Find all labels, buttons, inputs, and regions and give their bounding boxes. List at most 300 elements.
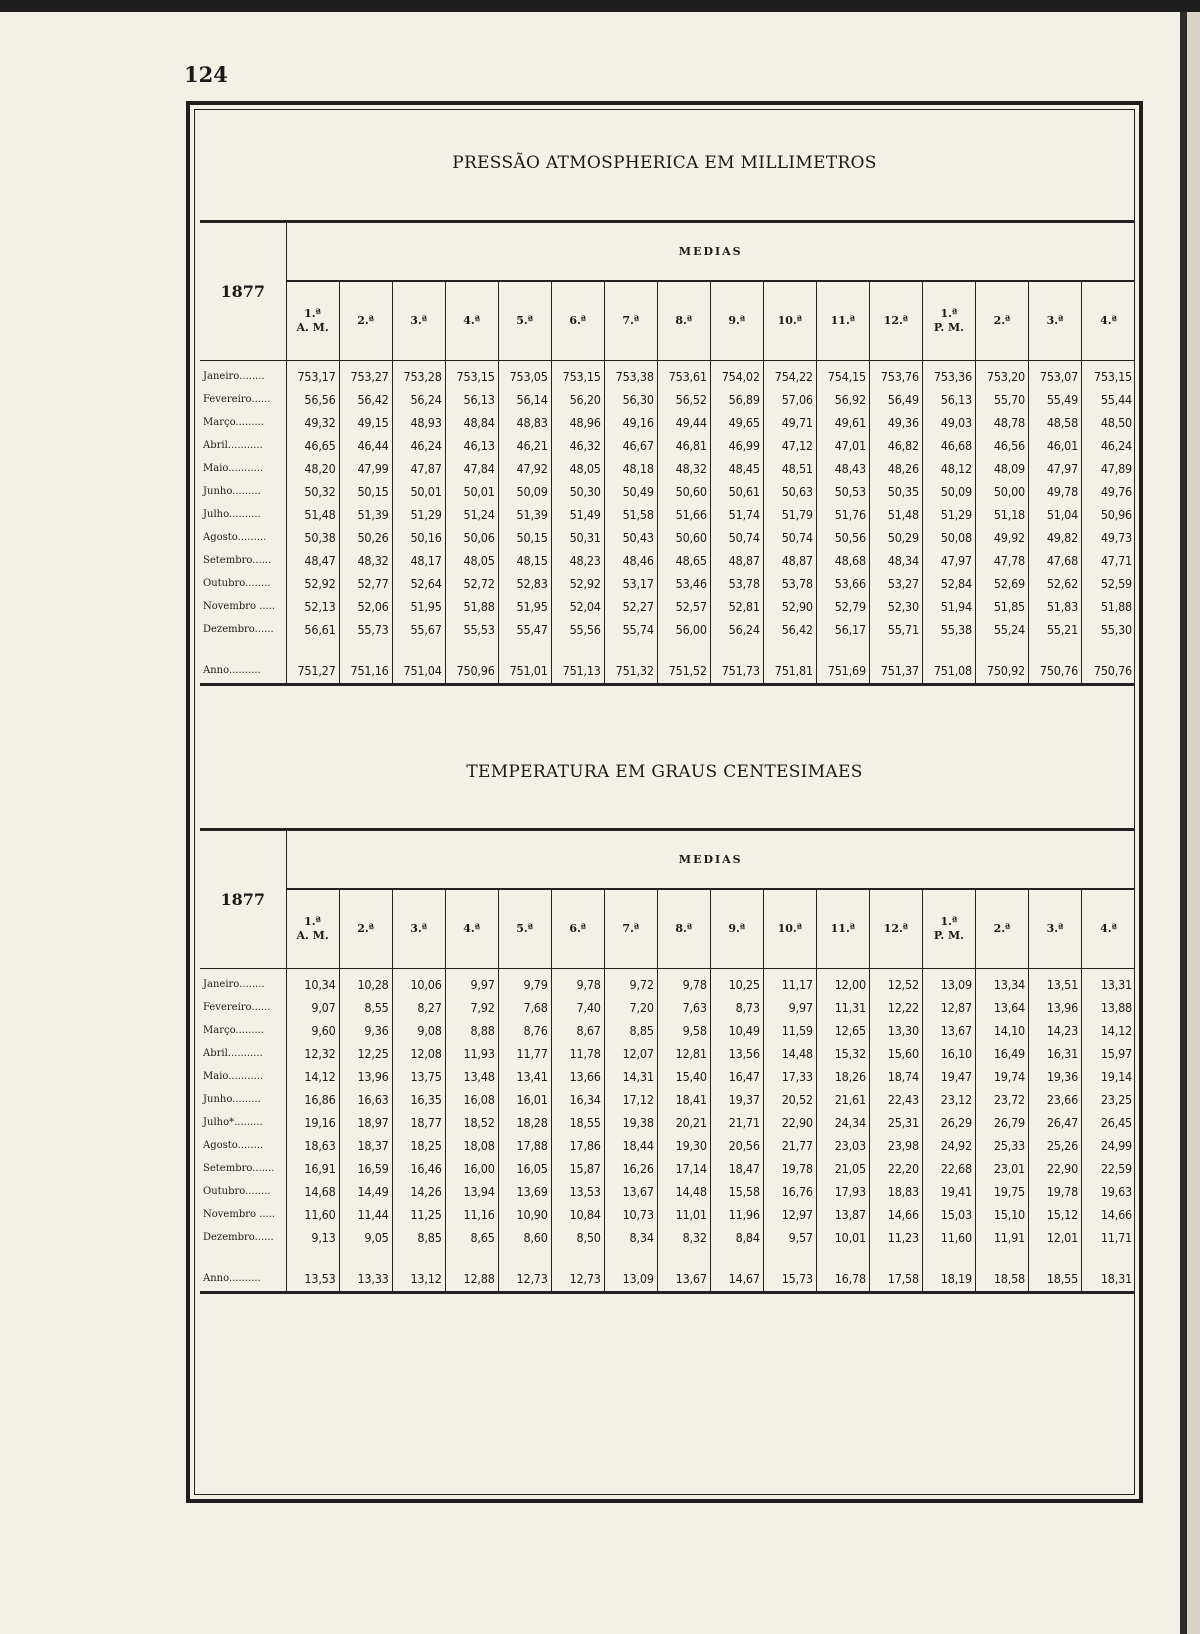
table-cell: 11,78 xyxy=(551,1042,604,1065)
table-cell: 753,61 xyxy=(657,361,710,389)
table-cell: 55,30 xyxy=(1082,618,1135,641)
spacer-cell xyxy=(498,1249,551,1265)
hour-ordinal: 3.ª xyxy=(410,922,428,935)
pressure-title: PRESSÃO ATMOSPHERICA EM MILLIMETROS xyxy=(452,153,877,173)
table-cell: 52,04 xyxy=(551,595,604,618)
table-cell: 17,93 xyxy=(816,1180,869,1203)
table-cell: 21,61 xyxy=(816,1088,869,1111)
table-cell: 56,14 xyxy=(498,388,551,411)
hour-header xyxy=(498,281,551,361)
spacer-row xyxy=(200,641,1135,657)
hour-ordinal: 1.ª xyxy=(304,307,321,320)
next-page-edge xyxy=(1187,12,1200,1634)
table-cell: 15,97 xyxy=(1082,1042,1135,1065)
table-cell: 46,24 xyxy=(392,434,445,457)
table-cell: 50,60 xyxy=(657,526,710,549)
hour-header xyxy=(869,889,922,969)
table-cell: 25,26 xyxy=(1029,1134,1082,1157)
table-cell: 46,67 xyxy=(604,434,657,457)
table-cell: 52,72 xyxy=(445,572,498,595)
table-cell: 52,90 xyxy=(763,595,816,618)
anno-cell: 17,58 xyxy=(869,1265,922,1293)
table-cell: 12,22 xyxy=(869,996,922,1019)
spacer-cell xyxy=(604,641,657,657)
table-cell: 48,09 xyxy=(975,457,1028,480)
hour-header xyxy=(975,281,1028,361)
hour-ordinal: 7.ª xyxy=(622,922,640,935)
page-number: 124 xyxy=(184,62,228,87)
table-cell: 50,43 xyxy=(604,526,657,549)
table-cell: 9,97 xyxy=(763,996,816,1019)
table-cell: 11,17 xyxy=(763,969,816,997)
table-cell: 19,36 xyxy=(1029,1065,1082,1088)
table-cell: 753,20 xyxy=(975,361,1028,389)
table-cell: 10,28 xyxy=(339,969,392,997)
spacer-cell xyxy=(392,641,445,657)
table-cell: 14,68 xyxy=(286,1180,339,1203)
hour-header xyxy=(392,281,445,361)
temperature-table xyxy=(200,828,1135,1294)
table-cell: 16,47 xyxy=(710,1065,763,1088)
anno-label: Anno.......... xyxy=(200,657,286,685)
hour-header xyxy=(1029,281,1082,361)
table-cell: 48,87 xyxy=(763,549,816,572)
hour-header xyxy=(339,889,392,969)
table-cell: 52,30 xyxy=(869,595,922,618)
table-cell: 13,41 xyxy=(498,1065,551,1088)
table-cell: 47,87 xyxy=(392,457,445,480)
month-label: Março......... xyxy=(203,1025,265,1036)
table-cell: 47,92 xyxy=(498,457,551,480)
table-cell: 18,37 xyxy=(339,1134,392,1157)
table-cell: 48,05 xyxy=(551,457,604,480)
anno-cell: 750,96 xyxy=(445,657,498,685)
hour-header xyxy=(763,281,816,361)
table-cell: 12,52 xyxy=(869,969,922,997)
table-cell: 9,79 xyxy=(498,969,551,997)
month-label: Setembro...... xyxy=(203,555,272,566)
table-cell: 50,53 xyxy=(816,480,869,503)
table-cell: 24,34 xyxy=(816,1111,869,1134)
hour-header xyxy=(604,889,657,969)
table-cell: 51,95 xyxy=(498,595,551,618)
spacer-cell xyxy=(339,641,392,657)
table-cell: 55,73 xyxy=(339,618,392,641)
table-cell: 14,10 xyxy=(975,1019,1028,1042)
table-cell: 56,92 xyxy=(816,388,869,411)
table-cell: 50,09 xyxy=(922,480,975,503)
table-cell: 48,65 xyxy=(657,549,710,572)
table-cell: 16,00 xyxy=(445,1157,498,1180)
hour-ordinal: 4.ª xyxy=(463,314,481,327)
table-cell: 19,14 xyxy=(1082,1065,1135,1088)
page-edge-shadow xyxy=(1180,12,1187,1634)
table-cell: 13,56 xyxy=(710,1042,763,1065)
table-cell: 753,36 xyxy=(922,361,975,389)
hour-ordinal: 10.ª xyxy=(777,922,803,935)
table-row xyxy=(200,1042,1135,1065)
table-cell: 7,92 xyxy=(445,996,498,1019)
table-cell: 56,61 xyxy=(286,618,339,641)
table-cell: 51,29 xyxy=(922,503,975,526)
table-cell: 753,38 xyxy=(604,361,657,389)
table-cell: 49,15 xyxy=(339,411,392,434)
table-cell: 50,56 xyxy=(816,526,869,549)
table-row xyxy=(200,1203,1135,1226)
table-row xyxy=(200,526,1135,549)
table-cell: 49,65 xyxy=(710,411,763,434)
hour-ordinal: 4.ª xyxy=(463,922,481,935)
table-cell: 22,20 xyxy=(869,1157,922,1180)
table-cell: 11,77 xyxy=(498,1042,551,1065)
hour-header xyxy=(445,889,498,969)
table-cell: 14,12 xyxy=(1082,1019,1135,1042)
hour-ordinal: 6.ª xyxy=(569,922,587,935)
table-cell: 46,32 xyxy=(551,434,604,457)
table-cell: 8,84 xyxy=(710,1226,763,1249)
table-cell: 9,78 xyxy=(657,969,710,997)
table-cell: 17,88 xyxy=(498,1134,551,1157)
table-cell: 18,08 xyxy=(445,1134,498,1157)
table-cell: 12,65 xyxy=(816,1019,869,1042)
spacer-cell xyxy=(869,641,922,657)
anno-cell: 18,58 xyxy=(975,1265,1028,1293)
hour-header xyxy=(286,281,339,361)
table-cell: 48,32 xyxy=(339,549,392,572)
table-row xyxy=(200,434,1135,457)
hour-header xyxy=(498,889,551,969)
table-cell: 48,15 xyxy=(498,549,551,572)
table-cell: 51,85 xyxy=(975,595,1028,618)
anno-cell: 13,09 xyxy=(604,1265,657,1293)
table-cell: 15,60 xyxy=(869,1042,922,1065)
anno-cell: 751,37 xyxy=(869,657,922,685)
spacer-cell xyxy=(975,641,1028,657)
table-cell: 10,06 xyxy=(392,969,445,997)
table-cell: 8,73 xyxy=(710,996,763,1019)
table-row xyxy=(200,996,1135,1019)
table-cell: 48,12 xyxy=(922,457,975,480)
table-cell: 9,78 xyxy=(551,969,604,997)
table-cell: 10,90 xyxy=(498,1203,551,1226)
table-cell: 48,17 xyxy=(392,549,445,572)
table-row xyxy=(200,572,1135,595)
hour-header xyxy=(763,889,816,969)
table-cell: 56,42 xyxy=(339,388,392,411)
table-cell: 19,41 xyxy=(922,1180,975,1203)
table-cell: 47,97 xyxy=(1029,457,1082,480)
month-label: Março......... xyxy=(203,417,265,428)
table-cell: 51,88 xyxy=(1082,595,1135,618)
table-cell: 23,98 xyxy=(869,1134,922,1157)
table-cell: 52,13 xyxy=(286,595,339,618)
table-cell: 52,69 xyxy=(975,572,1028,595)
table-cell: 13,67 xyxy=(922,1019,975,1042)
table-cell: 49,76 xyxy=(1082,480,1135,503)
table-cell: 47,99 xyxy=(339,457,392,480)
table-cell: 23,25 xyxy=(1082,1088,1135,1111)
table-cell: 56,00 xyxy=(657,618,710,641)
table-cell: 48,93 xyxy=(392,411,445,434)
table-cell: 17,14 xyxy=(657,1157,710,1180)
table-cell: 50,60 xyxy=(657,480,710,503)
hour-header xyxy=(657,281,710,361)
table-row xyxy=(200,1019,1135,1042)
table-cell: 56,56 xyxy=(286,388,339,411)
table-cell: 55,53 xyxy=(445,618,498,641)
table-cell: 50,30 xyxy=(551,480,604,503)
table-cell: 14,23 xyxy=(1029,1019,1082,1042)
table-cell: 48,34 xyxy=(869,549,922,572)
table-cell: 18,41 xyxy=(657,1088,710,1111)
table-cell: 19,38 xyxy=(604,1111,657,1134)
table-cell: 19,74 xyxy=(975,1065,1028,1088)
table-cell: 55,38 xyxy=(922,618,975,641)
hour-ordinal: 2.ª xyxy=(993,922,1011,935)
table-cell: 51,24 xyxy=(445,503,498,526)
table-cell: 24,92 xyxy=(922,1134,975,1157)
table-cell: 16,76 xyxy=(763,1180,816,1203)
table-cell: 55,71 xyxy=(869,618,922,641)
table-cell: 51,04 xyxy=(1029,503,1082,526)
table-row xyxy=(200,1065,1135,1088)
table-cell: 16,10 xyxy=(922,1042,975,1065)
table-cell: 7,20 xyxy=(604,996,657,1019)
table-cell: 50,49 xyxy=(604,480,657,503)
month-label: Agosto......... xyxy=(203,532,267,543)
table-cell: 53,46 xyxy=(657,572,710,595)
table-cell: 48,26 xyxy=(869,457,922,480)
table-cell: 56,20 xyxy=(551,388,604,411)
spacer-cell xyxy=(200,1249,286,1265)
anno-cell: 751,52 xyxy=(657,657,710,685)
table-cell: 8,85 xyxy=(604,1019,657,1042)
table-cell: 55,70 xyxy=(975,388,1028,411)
hour-header xyxy=(551,889,604,969)
spacer-cell xyxy=(1029,641,1082,657)
table-cell: 56,13 xyxy=(445,388,498,411)
table-cell: 46,21 xyxy=(498,434,551,457)
medias-label: MEDIAS xyxy=(286,222,1135,282)
table-cell: 9,08 xyxy=(392,1019,445,1042)
table-cell: 50,29 xyxy=(869,526,922,549)
table-cell: 13,96 xyxy=(1029,996,1082,1019)
anno-cell: 12,73 xyxy=(551,1265,604,1293)
table-cell: 17,33 xyxy=(763,1065,816,1088)
table-cell: 11,44 xyxy=(339,1203,392,1226)
table-cell: 50,35 xyxy=(869,480,922,503)
table-cell: 16,01 xyxy=(498,1088,551,1111)
table-cell: 56,24 xyxy=(392,388,445,411)
table-cell: 13,31 xyxy=(1082,969,1135,997)
table-cell: 20,56 xyxy=(710,1134,763,1157)
anno-cell: 751,73 xyxy=(710,657,763,685)
table-cell: 14,66 xyxy=(869,1203,922,1226)
hour-ordinal: 8.ª xyxy=(675,314,693,327)
table-cell: 51,49 xyxy=(551,503,604,526)
spacer-cell xyxy=(286,641,339,657)
table-cell: 8,85 xyxy=(392,1226,445,1249)
table-cell: 48,47 xyxy=(286,549,339,572)
table-cell: 50,15 xyxy=(498,526,551,549)
table-cell: 57,06 xyxy=(763,388,816,411)
table-cell: 51,48 xyxy=(286,503,339,526)
table-cell: 49,73 xyxy=(1082,526,1135,549)
table-cell: 9,60 xyxy=(286,1019,339,1042)
month-label: Dezembro...... xyxy=(203,624,274,635)
table-cell: 26,79 xyxy=(975,1111,1028,1134)
hour-ordinal: 4.ª xyxy=(1100,922,1117,935)
table-cell: 49,03 xyxy=(922,411,975,434)
table-cell: 46,13 xyxy=(445,434,498,457)
table-cell: 15,10 xyxy=(975,1203,1028,1226)
table-cell: 11,96 xyxy=(710,1203,763,1226)
table-cell: 18,74 xyxy=(869,1065,922,1088)
table-cell: 12,07 xyxy=(604,1042,657,1065)
medias-header-row xyxy=(200,830,1135,890)
anno-cell: 751,13 xyxy=(551,657,604,685)
table-cell: 49,36 xyxy=(869,411,922,434)
table-cell: 56,24 xyxy=(710,618,763,641)
table-row xyxy=(200,480,1135,503)
table-cell: 46,68 xyxy=(922,434,975,457)
table-cell: 53,27 xyxy=(869,572,922,595)
table-cell: 13,34 xyxy=(975,969,1028,997)
table-cell: 51,88 xyxy=(445,595,498,618)
table-cell: 12,87 xyxy=(922,996,975,1019)
table-cell: 9,97 xyxy=(445,969,498,997)
anno-cell: 751,32 xyxy=(604,657,657,685)
table-cell: 51,76 xyxy=(816,503,869,526)
table-cell: 49,71 xyxy=(763,411,816,434)
table-cell: 23,12 xyxy=(922,1088,975,1111)
table-cell: 56,42 xyxy=(763,618,816,641)
table-cell: 48,05 xyxy=(445,549,498,572)
table-cell: 753,15 xyxy=(551,361,604,389)
hour-header xyxy=(869,281,922,361)
hour-ordinal: 6.ª xyxy=(569,314,587,327)
table-cell: 24,99 xyxy=(1082,1134,1135,1157)
table-cell: 9,05 xyxy=(339,1226,392,1249)
table-cell: 51,29 xyxy=(392,503,445,526)
table-cell: 9,57 xyxy=(763,1226,816,1249)
table-row xyxy=(200,388,1135,411)
table-cell: 49,92 xyxy=(975,526,1028,549)
spacer-cell xyxy=(286,1249,339,1265)
table-cell: 26,29 xyxy=(922,1111,975,1134)
table-cell: 9,36 xyxy=(339,1019,392,1042)
table-cell: 48,23 xyxy=(551,549,604,572)
table-cell: 753,15 xyxy=(1082,361,1135,389)
month-label: Julho*......... xyxy=(203,1117,263,1128)
anno-cell: 751,69 xyxy=(816,657,869,685)
table-cell: 52,27 xyxy=(604,595,657,618)
table-cell: 47,01 xyxy=(816,434,869,457)
hour-period: P. M. xyxy=(933,321,965,334)
table-cell: 18,44 xyxy=(604,1134,657,1157)
table-cell: 22,68 xyxy=(922,1157,975,1180)
table-cell: 9,13 xyxy=(286,1226,339,1249)
table-cell: 21,71 xyxy=(710,1111,763,1134)
table-row xyxy=(200,1157,1135,1180)
table-row xyxy=(200,1180,1135,1203)
table-cell: 20,52 xyxy=(763,1088,816,1111)
spacer-cell xyxy=(551,641,604,657)
table-cell: 8,65 xyxy=(445,1226,498,1249)
anno-cell: 750,92 xyxy=(975,657,1028,685)
hour-header xyxy=(1082,281,1135,361)
anno-cell: 18,19 xyxy=(922,1265,975,1293)
hour-header xyxy=(710,889,763,969)
table-cell: 49,78 xyxy=(1029,480,1082,503)
table-cell: 51,39 xyxy=(498,503,551,526)
table-cell: 47,89 xyxy=(1082,457,1135,480)
spacer-cell xyxy=(922,1249,975,1265)
table-cell: 55,21 xyxy=(1029,618,1082,641)
anno-cell: 751,81 xyxy=(763,657,816,685)
hour-ordinal: 1.ª xyxy=(940,915,958,928)
table-cell: 51,94 xyxy=(922,595,975,618)
table-cell: 23,72 xyxy=(975,1088,1028,1111)
table-cell: 15,32 xyxy=(816,1042,869,1065)
table-cell: 48,96 xyxy=(551,411,604,434)
table-cell: 16,46 xyxy=(392,1157,445,1180)
spacer-cell xyxy=(1082,1249,1135,1265)
table-cell: 52,84 xyxy=(922,572,975,595)
month-label: Fevereiro...... xyxy=(203,394,271,405)
table-cell: 48,20 xyxy=(286,457,339,480)
table-row xyxy=(200,1226,1135,1249)
month-label: Fevereiro...... xyxy=(203,1002,271,1013)
table-cell: 50,01 xyxy=(392,480,445,503)
table-cell: 11,71 xyxy=(1082,1226,1135,1249)
table-cell: 13,48 xyxy=(445,1065,498,1088)
spacer-cell xyxy=(604,1249,657,1265)
table-cell: 12,25 xyxy=(339,1042,392,1065)
hour-ordinal: 11.ª xyxy=(830,922,856,935)
table-cell: 16,05 xyxy=(498,1157,551,1180)
anno-cell: 14,67 xyxy=(710,1265,763,1293)
table-cell: 50,09 xyxy=(498,480,551,503)
table-cell: 50,06 xyxy=(445,526,498,549)
month-label: Maio........... xyxy=(203,463,264,474)
table-cell: 52,81 xyxy=(710,595,763,618)
spacer-cell xyxy=(816,641,869,657)
table-cell: 11,93 xyxy=(445,1042,498,1065)
spacer-cell xyxy=(710,641,763,657)
hour-header xyxy=(816,281,869,361)
table-cell: 48,51 xyxy=(763,457,816,480)
table-cell: 11,16 xyxy=(445,1203,498,1226)
table-cell: 46,44 xyxy=(339,434,392,457)
spacer-row xyxy=(200,1249,1135,1265)
hour-ordinal: 9.ª xyxy=(728,314,746,327)
table-cell: 12,08 xyxy=(392,1042,445,1065)
table-cell: 8,88 xyxy=(445,1019,498,1042)
hour-header-row xyxy=(200,889,1135,969)
table-cell: 11,60 xyxy=(922,1226,975,1249)
anno-cell: 13,33 xyxy=(339,1265,392,1293)
spacer-cell xyxy=(392,1249,445,1265)
month-label: Abril........... xyxy=(203,1048,263,1059)
table-cell: 52,57 xyxy=(657,595,710,618)
spacer-cell xyxy=(869,1249,922,1265)
year-label: 1877 xyxy=(200,222,286,361)
table-cell: 10,84 xyxy=(551,1203,604,1226)
table-cell: 50,01 xyxy=(445,480,498,503)
table-cell: 50,32 xyxy=(286,480,339,503)
table-row xyxy=(200,457,1135,480)
